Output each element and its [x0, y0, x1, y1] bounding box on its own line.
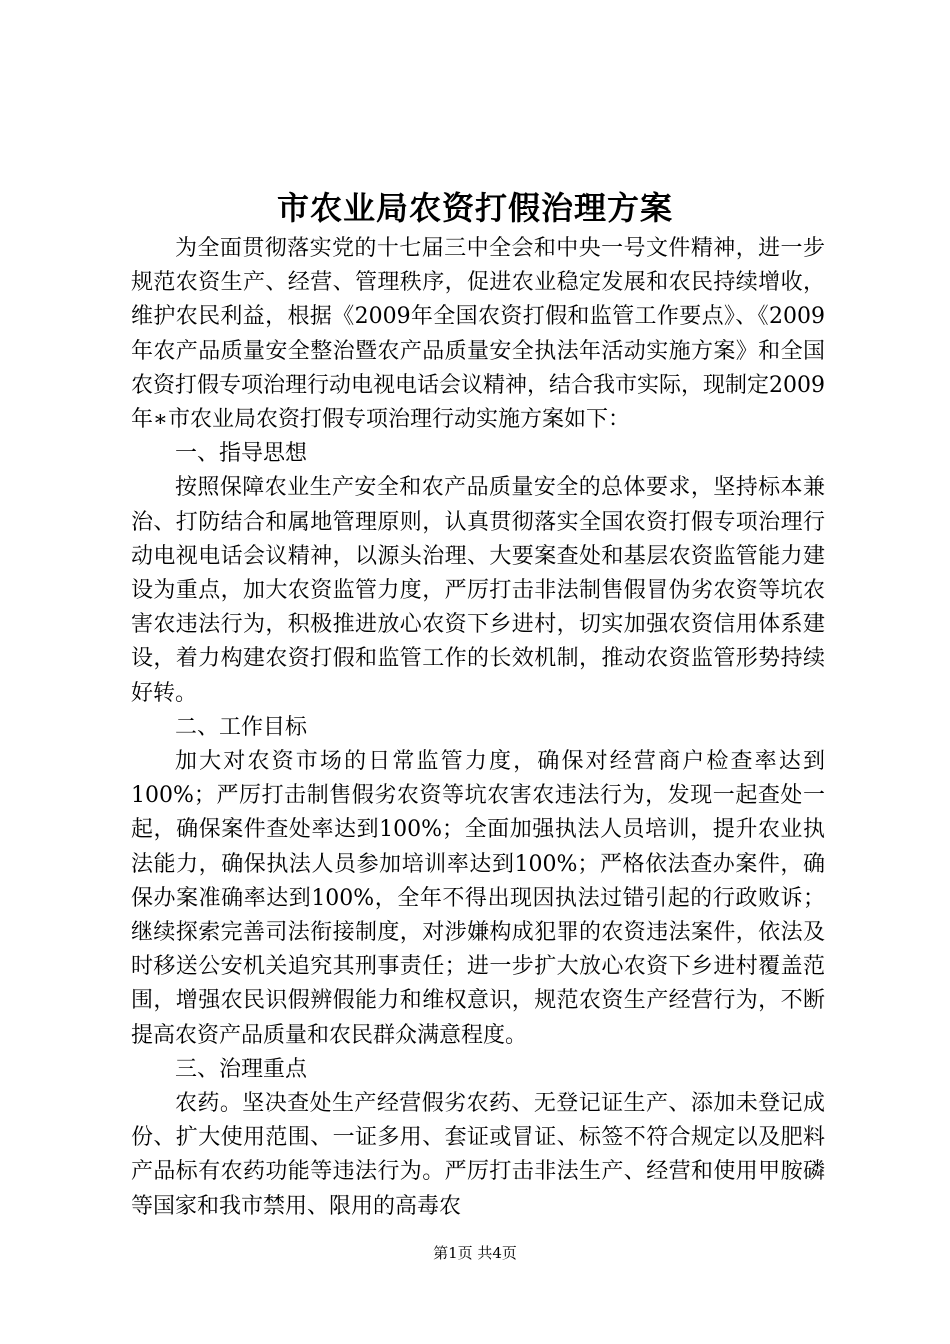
paragraph-work-goals: 加大对农资市场的日常监管力度，确保对经营商户检查率达到100%；严厉打击制售假劣农资等坑农害农违法行为，发现一起查处一起，确保案件查处率达到100%；全面加强执法人员培训，提升农业执法能力，确保执法人员参加培训率达到100%；严格依法查办案件，确保办案准确率达到100%，全年不得出现因执法过错引起的行政败诉；继续探索完善司法衔接制度，对涉嫌构成犯罪的农资违法案件，依法及时移送公安机关追究其刑事责任；进一步扩大放心农资下乡进村覆盖范围，增强农民识假辨假能力和维权意识，规范农资生产经营行为，不断提高农资产品质量和农民群众满意程度。 [131, 749, 825, 1048]
paragraph-intro: 为全面贯彻落实党的十七届三中全会和中央一号文件精神，进一步规范农资生产、经营、管理秩序，促进农业稳定发展和农民持续增收，维护农民利益，根据《2009年全国农资打假和监管工作要点》、《2009年农产品质量安全整治暨农产品质量安全执法年活动实施方案》和全国农资打假专项治理行动电视电话会议精神，结合我市实际，现制定2009年∗市农业局农资打假专项治理行动实施方案如下： [131, 236, 825, 433]
page-footer: 第1页 共4页 [433, 1244, 517, 1262]
paragraph-guiding-ideology: 按照保障农业生产安全和农产品质量安全的总体要求，坚持标本兼治、打防结合和属地管理原则，认真贯彻落实全国农资打假专项治理行动电视电话会议精神，以源头治理、大要案查处和基层农资监管能力建设为重点，加大农资监管力度，严厉打击非法制售假冒伪劣农资等坑农害农违法行为，积极推进放心农资下乡进村，切实加强农资信用体系建设，着力构建农资打假和监管工作的长效机制，推动农资监管形势持续好转。 [131, 475, 825, 706]
document-title: 市农业局农资打假治理方案 [276, 189, 673, 227]
paragraph-pesticides: 农药。坚决查处生产经营假劣农药、无登记证生产、添加未登记成份、扩大使用范围、一证多用、套证或冒证、标签不符合规定以及肥料产品标有农药功能等违法行为。严厉打击非法生产、经营和使用甲胺磷等国家和我市禁用、限用的高毒农 [131, 1091, 825, 1219]
section-heading-guiding-ideology: 一、指导思想 [175, 441, 308, 467]
document-body [131, 232, 825, 1224]
section-heading-governance-focus: 三、治理重点 [175, 1056, 308, 1082]
section-heading-work-goals: 二、工作目标 [175, 714, 308, 740]
